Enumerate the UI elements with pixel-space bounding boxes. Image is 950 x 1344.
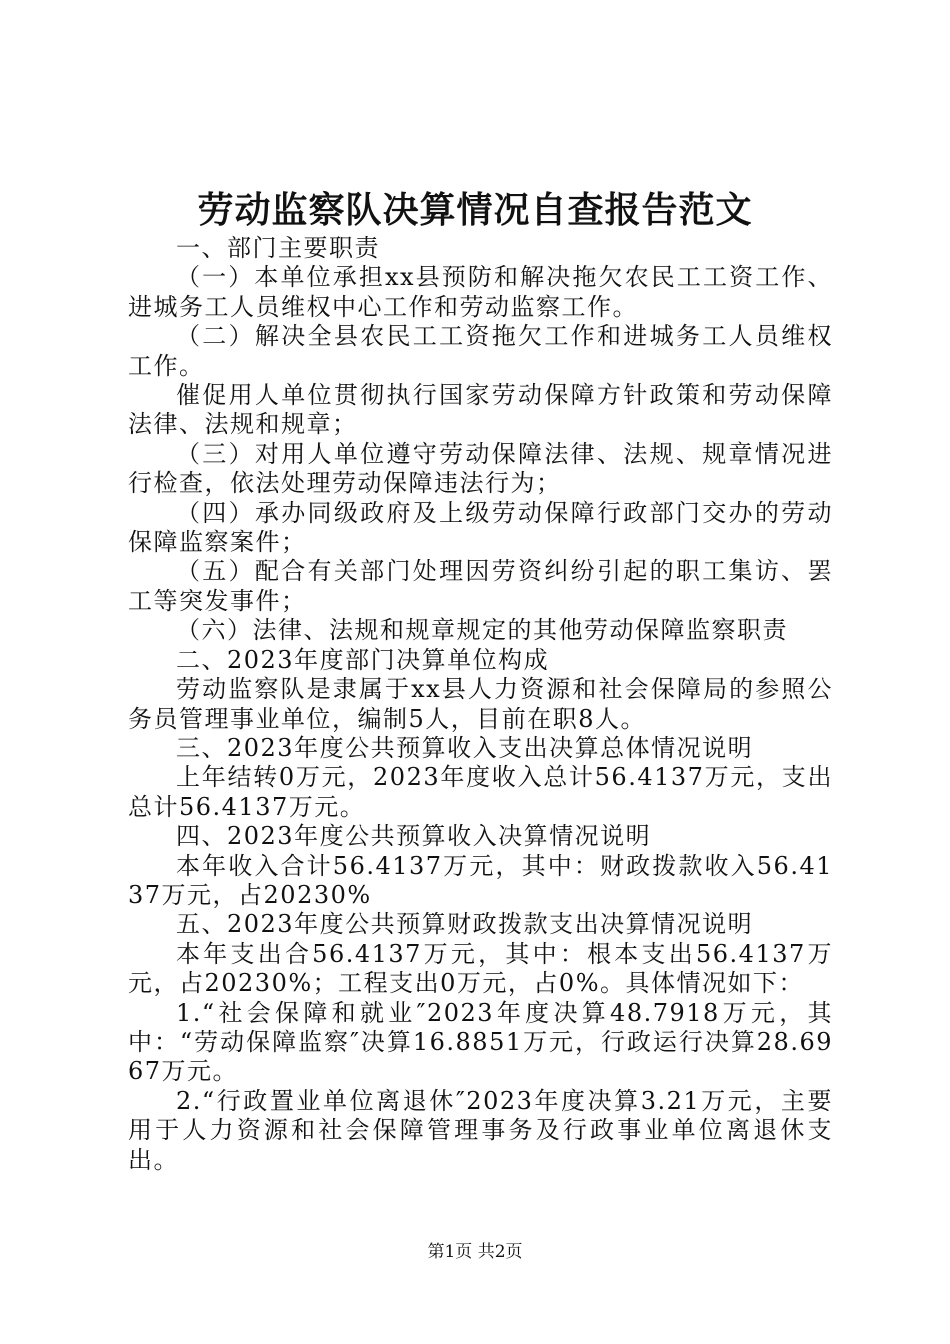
section-heading-income: 四、2023年度公共预算收入决算情况说明 bbox=[176, 822, 652, 851]
section-heading-duties: 一、部门主要职责 bbox=[176, 234, 380, 262]
paragraph-item-1: 1.“社会保障和就业″2023年度决算48.7918万元，其中：“劳动保障监察″决算16.8851万元，行政运行决算28.6967万元。 bbox=[128, 998, 833, 1086]
paragraph-units: 劳动监察队是隶属于xx县人力资源和社会保障局的参照公务员管理事业单位，编制5人，目前在职8人。 bbox=[128, 675, 833, 733]
paragraph-duty-3: （三）对用人单位遵守劳动保障法律、法规、规章情况进行检查，依法处理劳动保障违法行为； bbox=[128, 439, 833, 498]
paragraph-expenditure: 本年支出合56.4137万元，其中：根本支出56.4137万元，占20230%；工程支出0万元，占0%。具体情况如下： bbox=[128, 939, 833, 998]
document-title: 劳动监察队决算情况自查报告范文 bbox=[197, 189, 753, 231]
section-heading-overall: 三、2023年度公共预算收入支出决算总体情况说明 bbox=[176, 733, 754, 762]
section-heading-expenditure: 五、2023年度公共预算财政拨款支出决算情况说明 bbox=[176, 910, 754, 939]
document-body bbox=[128, 234, 833, 1175]
paragraph-duty-4: （四）承办同级政府及上级劳动保障行政部门交办的劳动保障监察案件； bbox=[128, 498, 833, 557]
paragraph-item-2: 2.“行政置业单位离退休″2023年度决算3.21万元，主要用于人力资源和社会保障管理事务及行政事业单位离退休支出。 bbox=[128, 1086, 833, 1174]
page-footer: 第1页 共2页 bbox=[427, 1242, 523, 1262]
paragraph-duty-2: （二）解决全县农民工工资拖欠工作和进城务工人员维权工作。 bbox=[128, 322, 833, 380]
paragraph-income: 本年收入合计56.4137万元，其中：财政拨款收入56.4137万元，占20230% bbox=[128, 851, 833, 909]
paragraph-duty-2-cont: 催促用人单位贯彻执行国家劳动保障方针政策和劳动保障法律、法规和规章； bbox=[128, 381, 833, 439]
paragraph-duty-6: （六）法律、法规和规章规定的其他劳动保障监察职责 bbox=[176, 616, 788, 645]
paragraph-overall: 上年结转0万元，2023年度收入总计56.4137万元，支出总计56.4137万元。 bbox=[128, 763, 833, 821]
section-heading-units: 二、2023年度部门决算单位构成 bbox=[176, 645, 550, 674]
paragraph-duty-5: （五）配合有关部门处理因劳资纠纷引起的职工集访、罢工等突发事件； bbox=[128, 557, 833, 615]
paragraph-duty-1: （一）本单位承担xx县预防和解决拖欠农民工工资工作、进城务工人员维权中心工作和劳动监察工作。 bbox=[128, 263, 833, 321]
